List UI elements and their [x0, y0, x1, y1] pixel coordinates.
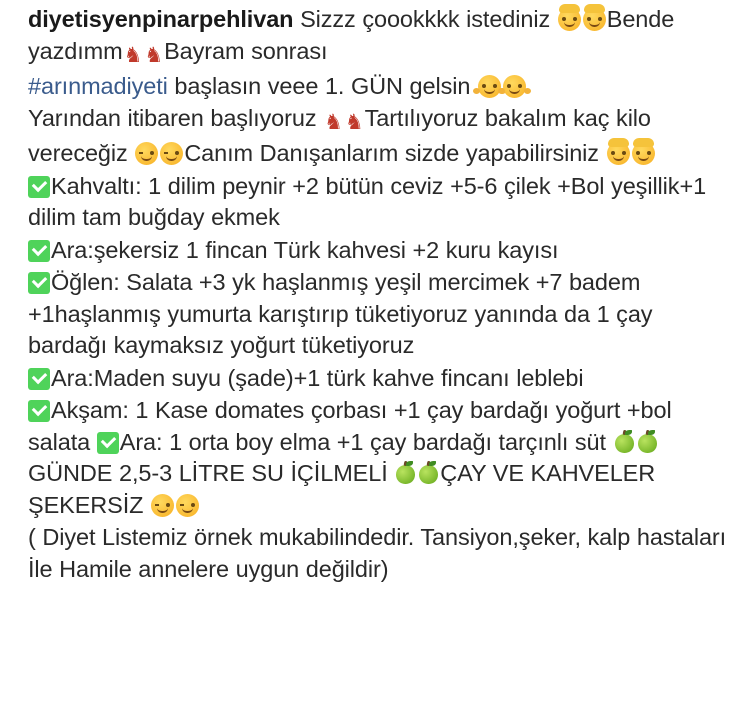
white-check-mark-emoji [28, 400, 50, 422]
intro-text-3: Bayram sonrası [164, 37, 328, 64]
meal-text: 1 Kase domates çorbası +1 çay bardağı yoğurt +bol salata [28, 397, 672, 455]
meal-item-lunch [28, 267, 732, 362]
snack-label: Ara: [119, 428, 163, 455]
horse-racing-emoji: ♞ [324, 109, 343, 134]
star-struck-emoji [583, 8, 606, 31]
green-apple-emoji [419, 465, 438, 484]
disclaimer-text: ( Diyet Listemiz örnek mukabilindedir. Tansiyon,şeker, kalp hastaları İle Hamile annelere uygun değildir) [28, 524, 727, 582]
white-check-mark-emoji [28, 240, 50, 262]
water-note: GÜNDE 2,5-3 LİTRE SU İÇİLMELİ [28, 460, 395, 486]
intro-text-6: Tartılıyoruz bakalım kaç kilo vereceğiz [28, 104, 651, 166]
horse-racing-emoji: ♞ [144, 42, 164, 67]
winking-face-emoji [135, 142, 158, 165]
meal-label: Akşam: [51, 397, 129, 423]
meal-label: Öğlen: [51, 269, 120, 295]
hashtag-arinmadiyeti[interactable]: #arınmadiyeti [28, 73, 168, 99]
horse-racing-emoji: ♞ [123, 42, 143, 67]
meal-text: şekersiz 1 fincan Türk kahvesi +2 kuru kayısı [93, 236, 559, 263]
star-struck-emoji [632, 142, 655, 165]
winking-face-emoji [151, 494, 174, 517]
intro-text-1: Sizzz çoookkkk istediniz [293, 6, 557, 32]
author-username[interactable]: diyetisyenpinarpehlivan [28, 6, 294, 32]
intro-text-4: başlasın veee 1. GÜN gelsin [167, 73, 477, 99]
smiling-face-with-hearts-emoji [478, 75, 501, 98]
smiling-face-with-hearts-emoji [503, 75, 526, 98]
green-apple-emoji [396, 465, 415, 484]
intro-text-7: Canım Danışanlarım sizde yapabilirsiniz [184, 140, 606, 166]
star-struck-emoji [558, 8, 581, 31]
intro-text-2: Bende yazdımm [28, 6, 675, 64]
meal-text: Maden suyu (şade)+1 türk kahve fincanı leblebi [93, 364, 584, 391]
intro-text-5: Yarından itibaren başlıyoruz [28, 104, 324, 131]
meal-item-snack-2 [28, 363, 732, 395]
white-check-mark-emoji [28, 272, 50, 294]
meal-item-dinner-and-notes [28, 395, 732, 521]
green-apple-emoji [615, 434, 634, 453]
horse-racing-emoji: ♞ [344, 109, 364, 134]
snack-text: 1 orta boy elma +1 çay bardağı tarçınlı süt [162, 428, 613, 455]
caption-intro-paragraph [28, 4, 732, 170]
meal-label: Ara: [51, 236, 94, 263]
green-apple-emoji [638, 434, 657, 453]
winking-face-emoji [160, 142, 183, 165]
white-check-mark-emoji [28, 368, 50, 390]
star-struck-emoji [607, 142, 630, 165]
meal-label: Ara: [51, 364, 94, 391]
winking-face-emoji [176, 494, 199, 517]
meal-label: Kahvaltı: [51, 172, 142, 199]
white-check-mark-emoji [97, 432, 119, 454]
meal-item-snack-1 [28, 235, 732, 267]
tea-note: ÇAY VE KAHVELER ŞEKERSİZ [28, 460, 656, 518]
meal-text: 1 dilim peynir +2 bütün ceviz +5-6 çilek +Bol yeşillik+1 dilim tam buğday ekmek [28, 172, 707, 230]
white-check-mark-emoji [28, 176, 50, 198]
meal-text: Salata +3 yk haşlanmış yeşil mercimek +7 badem +1haşlanmış yumurta karıştırıp tüketiyoruz yanında da 1 çay bardağı kaymaksız yoğurt tüketiyoruz [28, 269, 653, 358]
meal-item-breakfast [28, 171, 732, 234]
